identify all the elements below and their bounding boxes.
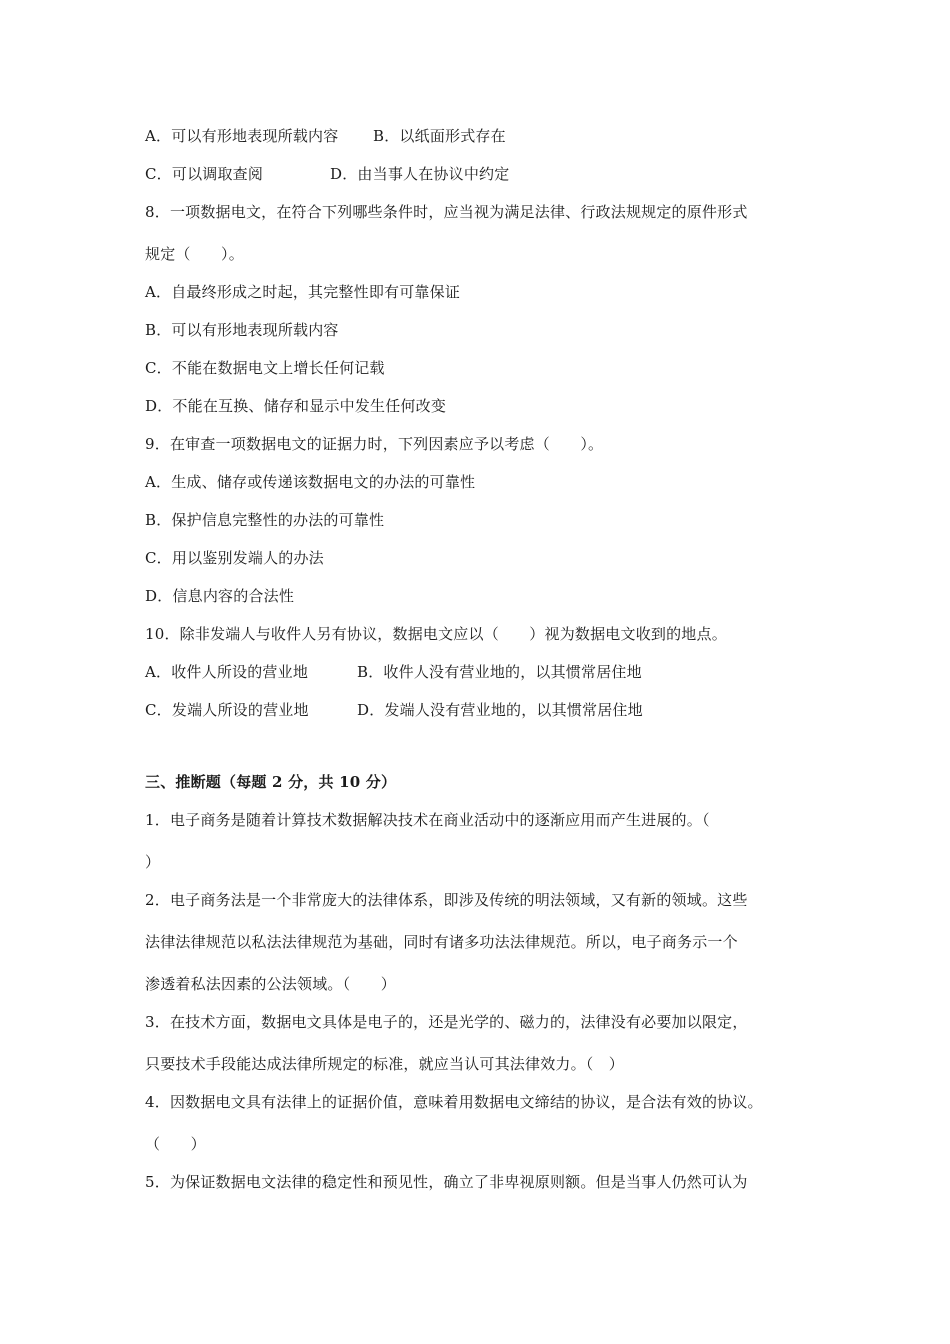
judgment-5: 5．为保证数据电文法律的稳定性和预见性，确立了非卑视原则额。但是当事人仍然可认为	[145, 1173, 748, 1191]
section-heading: 三、推断题（每题 2 分，共 10 分）	[145, 773, 397, 791]
question-8-continued: 规定（ ）。	[145, 245, 244, 263]
judgment-3-continued: 只要技术手段能达成法律所规定的标准，就应当认可其法律效力。（ ）	[145, 1055, 624, 1073]
option-row	[145, 662, 642, 682]
question-8-option-c: C．不能在数据电文上增长任何记载	[145, 359, 385, 377]
question-10-option-b: B．收件人没有营业地的，以其惯常居住地	[357, 663, 642, 681]
question-8: 8．一项数据电文，在符合下列哪些条件时，应当视为满足法律、行政法规规定的原件形式	[145, 203, 748, 221]
judgment-2: 2．电子商务法是一个非常庞大的法律体系，即涉及传统的明法领域，又有新的领域。这些	[145, 891, 748, 909]
question-10: 10．除非发端人与收件人另有协议，数据电文应以（ ）视为数据电文收到的地点。	[145, 625, 727, 643]
question-9-option-b: B．保护信息完整性的办法的可靠性	[145, 511, 385, 529]
option-c: C．可以调取查阅	[145, 165, 264, 183]
question-10-option-d: D．发端人没有营业地的，以其惯常居住地	[357, 701, 643, 719]
option-d: D．由当事人在协议中约定	[330, 165, 510, 183]
option-row	[145, 126, 506, 146]
judgment-2-continued: 渗透着私法因素的公法领域。（ ）	[145, 975, 396, 993]
question-9: 9．在审查一项数据电文的证据力时，下列因素应予以考虑（ ）。	[145, 435, 604, 453]
question-10-option-c: C．发端人所设的营业地	[145, 701, 309, 719]
question-9-option-a: A．生成、储存或传递该数据电文的办法的可靠性	[145, 473, 476, 491]
judgment-4: 4．因数据电文具有法律上的证据价值，意味着用数据电文缔结的协议，是合法有效的协议。	[145, 1093, 763, 1111]
judgment-1-continued: ）	[145, 853, 161, 871]
judgment-4-continued: （ ）	[145, 1135, 206, 1153]
option-a: A．可以有形地表现所载内容	[145, 127, 339, 145]
judgment-2-continued: 法律法律规范以私法法律规范为基础，同时有诸多功法法律规范。所以，电子商务示一个	[145, 933, 738, 951]
question-9-option-c: C．用以鉴别发端人的办法	[145, 549, 324, 567]
question-8-option-a: A．自最终形成之时起，其完整性即有可靠保证	[145, 283, 461, 301]
question-9-option-d: D．信息内容的合法性	[145, 587, 295, 605]
option-row	[145, 164, 510, 184]
judgment-3: 3．在技术方面，数据电文具体是电子的，还是光学的、磁力的，法律没有必要加以限定，	[145, 1013, 748, 1031]
option-row	[145, 700, 643, 720]
question-8-option-b: B．可以有形地表现所载内容	[145, 321, 339, 339]
judgment-1: 1．电子商务是随着计算技术数据解决技术在商业活动中的逐渐应用而产生进展的。（	[145, 811, 710, 829]
option-b: B．以纸面形式存在	[373, 127, 506, 145]
question-10-option-a: A．收件人所设的营业地	[145, 663, 309, 681]
question-8-option-d: D．不能在互换、储存和显示中发生任何改变	[145, 397, 447, 415]
